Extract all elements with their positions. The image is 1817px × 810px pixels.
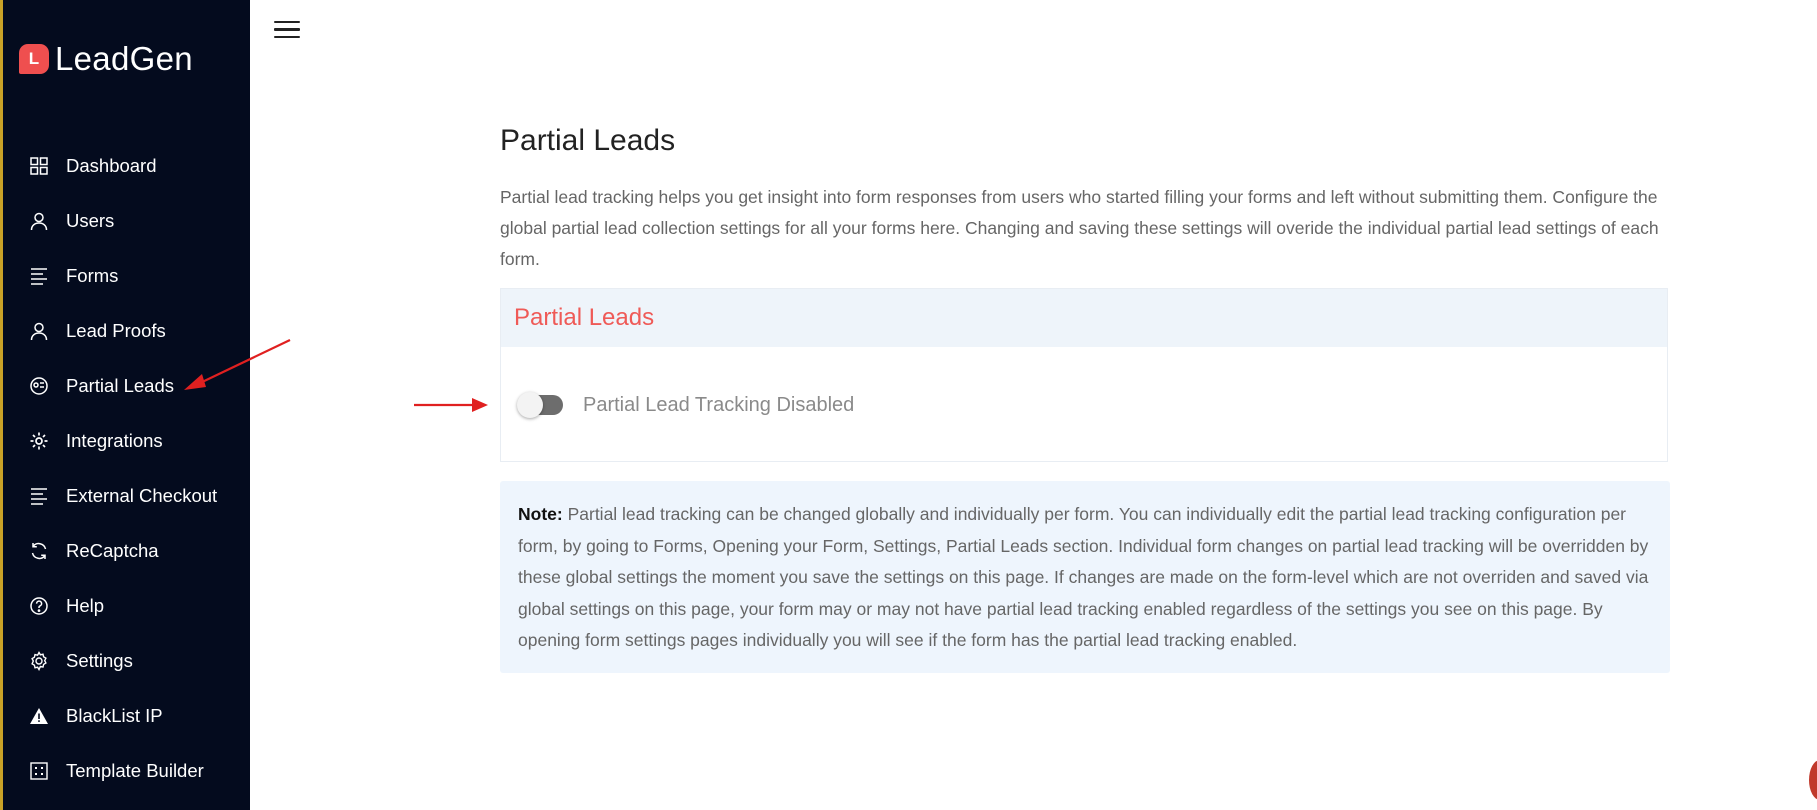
page-title: Partial Leads (500, 124, 676, 157)
card-header: Partial Leads (501, 289, 1667, 347)
note-text: Partial lead tracking can be changed globally and individually per form. You can individually edit the partial lead tracking configuration per form, by going to Forms, Opening your Form, Settings, Partial Leads section. Individual form changes on partial lead tracking will be overridden by these global settings the moment you save the settings on this page. If changes are made on the form-level which are not overriden and saved via global settings on this page, your form may or may not have partial lead tracking enabled regardless of the settings you see on this page. By opening form settings pages individually you will see if the form has the partial lead tracking enabled. (518, 504, 1649, 650)
partial-lead-tracking-toggle[interactable] (519, 395, 563, 415)
user-icon (28, 210, 50, 232)
sidebar-item-label: Settings (66, 649, 133, 671)
list-icon (28, 485, 50, 507)
page-description: Partial lead tracking helps you get insight into form responses from users who started filling your forms and left without submitting them. Configure the global partial lead collection settings for all your forms here. Changing and saving these settings will overide the individual partial lead settings of each form. (500, 187, 1659, 269)
help-circle-icon (28, 595, 50, 617)
note-box (500, 481, 1670, 673)
gear-icon (28, 650, 50, 672)
partial-leads-card (500, 288, 1668, 462)
note-label: Note: (518, 504, 563, 524)
sidebar-item-label: Lead Proofs (66, 319, 166, 341)
hamburger-menu-icon[interactable] (274, 21, 300, 41)
sidebar-item-label: Template Builder (66, 759, 204, 781)
sidebar-item-label: BlackList IP (66, 704, 163, 726)
sidebar-item-label: Help (66, 594, 105, 616)
toggle-label: Partial Lead Tracking Disabled (583, 393, 855, 416)
sidebar-item-settings[interactable] (3, 633, 250, 688)
sidebar (0, 0, 250, 810)
sidebar-item-label: Users (66, 209, 115, 231)
sidebar-item-blacklist-ip[interactable] (3, 688, 250, 743)
sidebar-item-label: Dashboard (66, 154, 157, 176)
brand[interactable] (19, 40, 193, 78)
sidebar-item-external-checkout[interactable] (3, 468, 250, 523)
sidebar-item-label: ReCaptcha (66, 539, 159, 561)
template-icon (28, 760, 50, 782)
sidebar-item-template-builder[interactable] (3, 743, 250, 798)
brand-logo-icon: L (19, 44, 49, 74)
sidebar-item-label: Integrations (66, 429, 163, 451)
warning-triangle-icon (28, 705, 50, 727)
toggle-knob (517, 392, 543, 418)
sidebar-item-integrations[interactable] (3, 413, 250, 468)
sidebar-item-forms[interactable] (3, 248, 250, 303)
card-body (501, 347, 1667, 463)
list-icon (28, 265, 50, 287)
chat-widget-icon[interactable] (1809, 760, 1817, 800)
integrations-gear-icon (28, 430, 50, 452)
refresh-icon (28, 540, 50, 562)
sidebar-item-recaptcha[interactable] (3, 523, 250, 578)
sidebar-item-label: Forms (66, 264, 119, 286)
annotation-arrow-sidebar (180, 332, 295, 392)
sidebar-item-dashboard[interactable] (3, 138, 250, 193)
annotation-arrow-toggle (412, 395, 492, 415)
brand-name: LeadGen (55, 40, 193, 77)
sidebar-item-label: Partial Leads (66, 374, 174, 396)
sidebar-item-users[interactable] (3, 193, 250, 248)
sidebar-item-help[interactable] (3, 578, 250, 633)
partial-leads-icon (28, 375, 50, 397)
sidebar-item-label: External Checkout (66, 484, 218, 506)
sidebar-nav (3, 138, 250, 798)
user-icon (28, 320, 50, 342)
grid-icon (28, 155, 50, 177)
